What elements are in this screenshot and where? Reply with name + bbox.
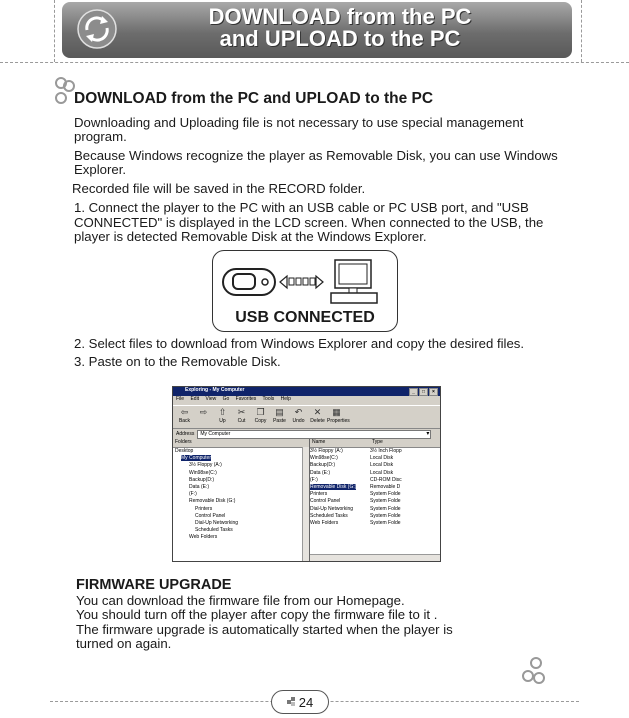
title-line-2: and UPLOAD to the PC [219, 26, 461, 51]
undo-icon: ↶ [294, 407, 303, 417]
tree-item[interactable]: Desktop [175, 448, 194, 454]
folders-header: Folders [173, 439, 309, 448]
properties-icon: ▦ [332, 407, 341, 417]
menu-go[interactable]: Go [222, 396, 230, 402]
up-icon: ⇧ [218, 407, 227, 417]
usb-connected-caption: USB CONNECTED [235, 309, 375, 326]
rings-decoration-icon [54, 76, 76, 106]
usb-connected-illustration [212, 250, 398, 332]
tree-item[interactable]: Printers [195, 505, 213, 512]
tree-item[interactable]: Web Folders [189, 534, 218, 541]
firmware-section [76, 578, 576, 652]
copy-icon: ❐ [256, 407, 265, 417]
file-row[interactable]: 3½ Floppy (A:) 3½ Inch Flopp [310, 448, 402, 454]
file-row-selected[interactable]: Removable Disk (G:) Removable D [310, 483, 401, 490]
up-button[interactable]: ⇧ Up [213, 406, 232, 428]
step-3-text: 3. Paste on to the Removable Disk. [74, 353, 281, 369]
page-title [120, 6, 560, 50]
name-column-header[interactable]: Name [312, 439, 326, 445]
properties-button[interactable]: ▦ Properties [327, 407, 350, 424]
close-icon[interactable]: × [429, 388, 438, 396]
folders-pane [173, 439, 310, 561]
forward-button[interactable] [194, 406, 213, 428]
maximize-icon[interactable]: □ [419, 388, 428, 396]
address-input[interactable]: My Computer ▾ [197, 430, 431, 439]
file-row[interactable]: Printers System Folde [310, 491, 401, 498]
address-label: Address [176, 430, 195, 437]
tree-item[interactable]: Control Panel [195, 512, 226, 519]
main-content [74, 92, 564, 245]
player-to-pc-icon [217, 257, 393, 307]
section-heading: DOWNLOAD from the PC and UPLOAD to the PC [74, 90, 434, 107]
rings-decoration-bottom-icon [520, 656, 546, 686]
paste-icon: ▤ [275, 407, 284, 417]
files-pane [310, 439, 440, 561]
step-1-text: 1. Connect the player to the PC with an USB cable or PC USB port, and "USB CONNECTED" is displayed in the LCD screen. When connected to the USB, the player is detected Removable Disk at the Windows Explorer. [74, 200, 544, 244]
menu-file[interactable]: File [176, 396, 185, 402]
step-2-text: 2. Select files to download from Windows Explorer and copy the desired files. [74, 336, 525, 351]
frame-line-right [581, 0, 582, 62]
files-scrollbar[interactable] [310, 554, 440, 561]
explorer-window [172, 386, 441, 562]
frame-line-top [0, 62, 629, 63]
menu-help[interactable]: Help [280, 396, 291, 402]
back-button[interactable]: ⇦ Back [175, 406, 194, 428]
menu-tools[interactable]: Tools [262, 396, 275, 402]
intro-paragraph-2: Because Windows recognize the player as Removable Disk, you can use Windows Explorer. [74, 147, 558, 177]
sync-arrows-icon [76, 8, 118, 50]
forward-icon: ⇨ [199, 407, 208, 417]
tree-item[interactable]: Dial-Up Networking [195, 519, 239, 526]
file-row[interactable]: Scheduled Tasks System Folde [310, 512, 401, 519]
page-number-badge [271, 690, 329, 714]
menu-edit[interactable]: Edit [190, 396, 200, 402]
explorer-menubar [173, 396, 440, 405]
steps-2-3 [74, 337, 564, 369]
tree-item[interactable]: Removable Disk (G:) [189, 498, 236, 505]
file-row[interactable]: Web Folders System Folde [310, 519, 401, 526]
tree-item[interactable]: Backup(D:) [189, 476, 215, 483]
tree-item[interactable]: (F:) [189, 491, 197, 498]
explorer-toolbar [173, 405, 440, 429]
menu-view[interactable]: View [205, 396, 217, 402]
explorer-titlebar [173, 387, 440, 396]
folders-scrollbar[interactable] [302, 447, 309, 561]
explorer-title: Exploring - My Computer [185, 387, 245, 393]
tree-item[interactable]: My Computer [181, 455, 212, 462]
title-line-1: DOWNLOAD from the PC [208, 4, 472, 29]
copy-button[interactable]: ❐ Copy [251, 406, 270, 428]
page-number: 24 [298, 694, 314, 710]
file-row[interactable]: Win98se(C:) Local Disk [310, 455, 394, 462]
frame-line-left [54, 0, 55, 62]
firmware-line-3: The firmware upgrade is automatically started when the player is [76, 621, 453, 637]
tree-item[interactable]: Scheduled Tasks [195, 527, 233, 534]
firmware-line-2: You should turn off the player after copy the firmware file to it . [76, 607, 438, 622]
tree-item[interactable]: 3½ Floppy (A:) [189, 462, 222, 469]
file-row[interactable]: Dial-Up Networking System Folde [310, 505, 401, 512]
cut-icon: ✂ [237, 407, 246, 417]
delete-icon: ✕ [313, 407, 322, 417]
intro-paragraph-3: Recorded file will be saved in the RECORD folder. [72, 180, 366, 196]
file-row[interactable]: Backup(D:) Local Disk [310, 462, 394, 469]
cut-button[interactable]: ✂ Cut [232, 406, 251, 428]
undo-button[interactable]: ↶ Undo [289, 406, 308, 428]
file-row[interactable]: (F:) CD-ROM Disc [310, 476, 402, 483]
file-row[interactable]: Data (E:) Local Disk [310, 469, 394, 476]
firmware-heading: FIRMWARE UPGRADE [76, 577, 232, 593]
file-row[interactable]: Control Panel System Folde [310, 498, 401, 505]
back-icon: ⇦ [180, 407, 189, 417]
files-header [310, 439, 440, 448]
firmware-line-4: turned on again. [76, 636, 172, 651]
tree-item[interactable]: Win98se(C:) [189, 469, 217, 476]
firmware-line-1: You can download the firmware file from our Homepage. [76, 592, 405, 608]
menu-favorites[interactable]: Favorites [235, 396, 257, 402]
delete-button[interactable]: ✕ Delete [308, 406, 327, 428]
tree-item[interactable]: Data (E:) [189, 483, 210, 490]
explorer-body [173, 439, 440, 561]
type-column-header[interactable]: Type [372, 439, 383, 445]
paste-button[interactable]: ▤ Paste [270, 406, 289, 428]
intro-paragraph-1: Downloading and Uploading file is not necessary to use special management program. [74, 114, 524, 144]
minimize-icon[interactable]: _ [409, 388, 418, 396]
page-marker-icon [287, 697, 297, 707]
